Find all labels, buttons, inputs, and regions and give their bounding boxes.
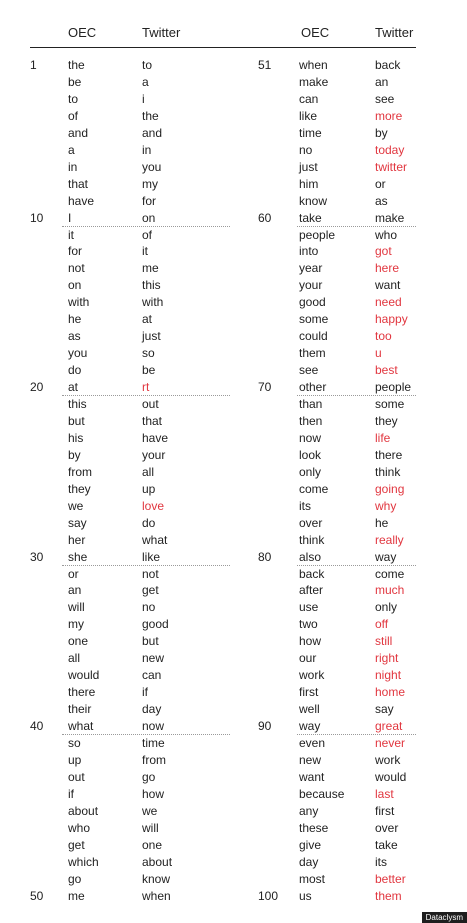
twitter-word-unique: best	[375, 363, 398, 378]
twitter-word-unique: rt	[142, 380, 150, 395]
twitter-word: about	[142, 854, 173, 869]
oec-word: other	[299, 380, 327, 395]
twitter-word: there	[375, 447, 403, 462]
twitter-word-unique: right	[375, 651, 399, 666]
twitter-word-unique: happy	[375, 312, 408, 327]
twitter-word: take	[375, 837, 398, 852]
oec-word: could	[299, 329, 328, 344]
twitter-word: say	[375, 702, 394, 717]
rank-number: 20	[30, 380, 44, 395]
twitter-word: so	[142, 346, 155, 361]
twitter-word: day	[142, 702, 162, 717]
twitter-word-unique: today	[375, 142, 405, 157]
twitter-word-unique: love	[142, 498, 165, 513]
oec-word: go	[68, 871, 82, 886]
oec-word: would	[68, 668, 100, 683]
oec-word: he	[68, 312, 82, 327]
oec-word: then	[299, 413, 323, 428]
header-twitter-right: Twitter	[375, 25, 414, 40]
twitter-word: but	[142, 634, 159, 649]
oec-word: this	[68, 397, 87, 411]
oec-word: can	[299, 91, 319, 106]
oec-word: by	[68, 447, 81, 462]
oec-word: me	[68, 888, 85, 903]
twitter-word: have	[142, 430, 169, 445]
twitter-word: see	[375, 91, 395, 106]
twitter-word-unique: night	[375, 668, 402, 683]
oec-word: their	[68, 702, 92, 717]
twitter-word: make	[375, 210, 405, 225]
credit-label: Dataclysm	[422, 912, 467, 923]
twitter-word-unique: need	[375, 295, 402, 310]
twitter-word: by	[375, 125, 388, 140]
oec-word: you	[68, 346, 88, 361]
twitter-word-unique: here	[375, 261, 400, 276]
twitter-word: back	[375, 58, 401, 72]
twitter-word: would	[375, 769, 407, 784]
oec-word: out	[68, 769, 85, 784]
twitter-word: an	[375, 74, 389, 89]
twitter-word: now	[142, 719, 165, 734]
twitter-word: way	[375, 549, 397, 564]
rank-number: 50	[30, 888, 44, 903]
oec-word: the	[68, 58, 85, 72]
oec-word: be	[68, 74, 82, 89]
twitter-word: with	[142, 295, 164, 310]
twitter-word: its	[375, 854, 387, 869]
oec-word: look	[299, 447, 322, 462]
oec-word: give	[299, 837, 322, 852]
twitter-word: and	[142, 125, 163, 140]
twitter-word: your	[142, 447, 166, 462]
oec-word: into	[299, 244, 319, 259]
twitter-word-unique: going	[375, 481, 405, 496]
rank-number: 70	[258, 380, 272, 395]
oec-word: on	[68, 278, 82, 293]
oec-word: how	[299, 634, 322, 649]
oec-word: have	[68, 193, 95, 208]
twitter-word: for	[142, 193, 157, 208]
twitter-word: how	[142, 786, 165, 801]
oec-word: if	[68, 786, 74, 801]
twitter-word: from	[142, 752, 166, 767]
twitter-word-unique: off	[375, 617, 389, 632]
twitter-word: to	[142, 58, 153, 72]
twitter-word: go	[142, 769, 156, 784]
twitter-word-unique: u	[375, 346, 382, 361]
twitter-word: one	[142, 837, 163, 852]
oec-word: like	[299, 108, 318, 123]
oec-word: as	[68, 329, 81, 344]
twitter-word: out	[142, 397, 159, 411]
oec-word: I	[68, 210, 72, 225]
twitter-word-unique: more	[375, 108, 403, 123]
oec-word: we	[68, 498, 84, 513]
twitter-word: i	[142, 91, 145, 106]
oec-word: just	[299, 159, 318, 174]
oec-word: year	[299, 261, 323, 276]
twitter-word: we	[142, 803, 158, 818]
twitter-word: come	[375, 566, 405, 581]
oec-word: in	[68, 159, 78, 174]
oec-word: to	[68, 91, 79, 106]
header-oec-right: OEC	[301, 25, 330, 40]
oec-word: her	[68, 532, 86, 547]
rank-number: 30	[30, 549, 44, 564]
oec-word: when	[299, 58, 328, 72]
oec-word: them	[299, 346, 326, 361]
twitter-word: do	[142, 515, 156, 530]
twitter-word: good	[142, 617, 169, 632]
rank-number: 51	[258, 58, 272, 72]
oec-word: one	[68, 634, 89, 649]
twitter-word-unique: too	[375, 329, 392, 344]
oec-word: come	[299, 481, 329, 496]
twitter-word: some	[375, 397, 405, 411]
oec-word: a	[68, 142, 75, 157]
header-rule	[30, 47, 416, 48]
twitter-word-unique: twitter	[375, 159, 408, 174]
oec-word: will	[68, 600, 85, 615]
oec-word: no	[299, 142, 313, 157]
oec-word: for	[68, 244, 83, 259]
oec-word: first	[299, 685, 319, 700]
twitter-word: first	[375, 803, 395, 818]
group-divider	[297, 734, 416, 735]
twitter-word-unique: really	[375, 532, 404, 547]
oec-word: some	[299, 312, 329, 327]
rank-number: 90	[258, 719, 272, 734]
twitter-word: he	[375, 515, 389, 530]
oec-word: that	[68, 176, 89, 191]
oec-word: his	[68, 430, 84, 445]
twitter-word: or	[375, 176, 386, 191]
twitter-word: want	[375, 278, 401, 293]
twitter-word: this	[142, 278, 161, 293]
twitter-word: over	[375, 820, 399, 835]
twitter-word: the	[142, 108, 159, 123]
oec-word: two	[299, 617, 318, 632]
oec-word: time	[299, 125, 322, 140]
twitter-word: they	[375, 413, 398, 428]
oec-word: your	[299, 278, 323, 293]
oec-word: and	[68, 125, 89, 140]
oec-word: after	[299, 583, 324, 598]
oec-word: only	[299, 464, 322, 479]
twitter-word: just	[142, 329, 161, 344]
twitter-word: time	[142, 736, 165, 750]
rank-number: 80	[258, 549, 272, 564]
twitter-word-unique: life	[375, 430, 391, 445]
group-divider	[62, 734, 230, 735]
twitter-word-unique: why	[375, 498, 397, 513]
twitter-word-unique: got	[375, 244, 392, 259]
group-divider	[297, 395, 416, 396]
twitter-word: up	[142, 481, 156, 496]
twitter-word-unique: home	[375, 685, 406, 700]
oec-word: any	[299, 803, 319, 818]
twitter-word: not	[142, 566, 159, 581]
oec-word: him	[299, 176, 319, 191]
oec-word: over	[299, 515, 323, 530]
oec-word: up	[68, 752, 82, 767]
twitter-word: people	[375, 380, 412, 395]
oec-word: also	[299, 549, 322, 564]
oec-word: us	[299, 888, 312, 903]
oec-word: an	[68, 583, 82, 598]
oec-word: but	[68, 413, 85, 428]
oec-word: its	[299, 498, 311, 513]
twitter-word: will	[142, 820, 159, 835]
twitter-word: at	[142, 312, 153, 327]
twitter-word: all	[142, 464, 155, 479]
oec-word: new	[299, 752, 322, 767]
twitter-word: my	[142, 176, 158, 191]
oec-word: work	[299, 668, 325, 683]
oec-word: our	[299, 651, 317, 666]
oec-word: she	[68, 549, 88, 564]
twitter-word: know	[142, 871, 171, 886]
twitter-word: when	[142, 888, 171, 903]
rank-number: 1	[30, 58, 37, 72]
twitter-word: new	[142, 651, 165, 666]
twitter-word: no	[142, 600, 156, 615]
oec-word: of	[68, 108, 79, 123]
header-oec-left: OEC	[68, 25, 97, 40]
oec-word: make	[299, 74, 329, 89]
oec-word: these	[299, 820, 329, 835]
twitter-word: get	[142, 583, 159, 598]
oec-word: want	[299, 769, 325, 784]
oec-word: it	[68, 227, 74, 242]
twitter-word: think	[375, 464, 401, 479]
oec-word: day	[299, 854, 319, 869]
twitter-word: can	[142, 668, 162, 683]
oec-word: good	[299, 295, 326, 310]
oec-word: get	[68, 837, 85, 852]
oec-word: know	[299, 193, 328, 208]
twitter-word: as	[375, 193, 388, 208]
twitter-word: who	[375, 227, 398, 242]
header-twitter-left: Twitter	[142, 25, 181, 40]
twitter-word: of	[142, 227, 153, 242]
twitter-word: a	[142, 74, 149, 89]
twitter-word-unique: last	[375, 786, 394, 801]
rank-number: 40	[30, 719, 44, 734]
oec-word: from	[68, 464, 92, 479]
oec-word: than	[299, 397, 323, 411]
oec-word: what	[68, 719, 94, 734]
twitter-word: what	[142, 532, 168, 547]
oec-word: not	[68, 261, 85, 276]
oec-word: at	[68, 380, 79, 395]
twitter-word-unique: them	[375, 888, 402, 903]
oec-word: think	[299, 532, 325, 547]
oec-word: who	[68, 820, 91, 835]
oec-word: with	[68, 295, 90, 310]
oec-word: back	[299, 566, 325, 581]
oec-word: now	[299, 430, 322, 445]
oec-word: even	[299, 736, 326, 750]
rank-number: 60	[258, 210, 272, 225]
twitter-word: be	[142, 363, 156, 378]
twitter-word: in	[142, 142, 152, 157]
twitter-word-unique: better	[375, 871, 406, 886]
oec-word: or	[68, 566, 79, 581]
oec-word: all	[68, 651, 81, 666]
oec-word: there	[68, 685, 96, 700]
rank-number: 10	[30, 210, 44, 225]
oec-word: do	[68, 363, 82, 378]
twitter-word-unique: great	[375, 719, 403, 734]
oec-word: way	[299, 719, 321, 734]
twitter-word: it	[142, 244, 148, 259]
twitter-word-unique: never	[375, 736, 406, 750]
oec-word: my	[68, 617, 84, 632]
oec-word: say	[68, 515, 87, 530]
twitter-word: work	[375, 752, 401, 767]
oec-word: use	[299, 600, 319, 615]
oec-word: people	[299, 227, 336, 242]
rank-number: 100	[258, 888, 279, 903]
oec-word: well	[299, 702, 320, 717]
oec-word: because	[299, 786, 345, 801]
group-divider	[62, 395, 230, 396]
twitter-word-unique: much	[375, 583, 405, 598]
twitter-word: only	[375, 600, 398, 615]
twitter-word: on	[142, 210, 156, 225]
twitter-word: me	[142, 261, 159, 276]
twitter-word: you	[142, 159, 162, 174]
oec-word: most	[299, 871, 326, 886]
oec-word: see	[299, 363, 319, 378]
twitter-word: if	[142, 685, 148, 700]
oec-word: which	[68, 854, 99, 869]
oec-word: about	[68, 803, 99, 818]
twitter-word: like	[142, 549, 161, 564]
twitter-word: that	[142, 413, 163, 428]
oec-word: take	[299, 210, 322, 225]
oec-word: they	[68, 481, 91, 496]
oec-word: so	[68, 736, 81, 750]
twitter-word-unique: still	[375, 634, 393, 649]
